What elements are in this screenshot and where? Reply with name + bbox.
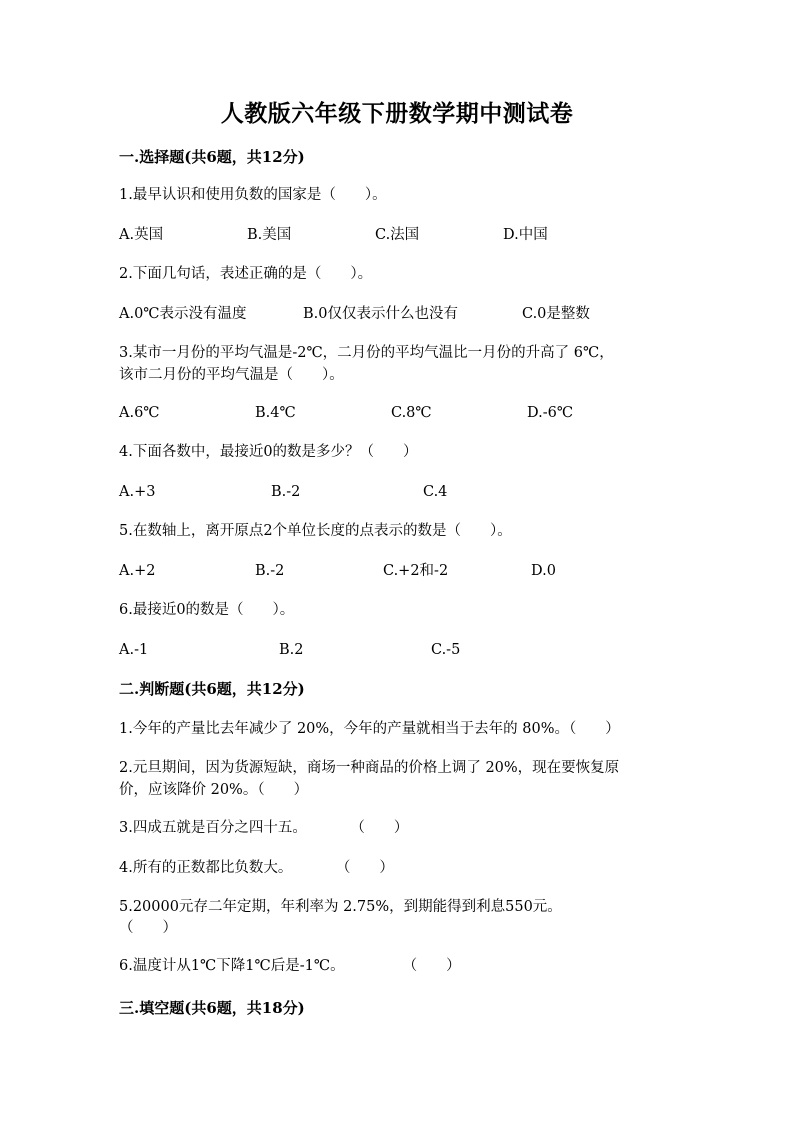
- question-text: 3.某市一月份的平均气温是-2℃，二月份的平均气温比一月份的升高了 6℃，: [119, 345, 614, 361]
- option-a: A.英国: [119, 227, 164, 243]
- question-text: 2.下面几句话，表述正确的是（ ）。: [119, 266, 373, 282]
- option-b: B.4℃: [255, 405, 296, 421]
- option-b: B.2: [279, 642, 304, 658]
- option-c: C.4: [423, 484, 448, 500]
- question-text-continued: 价，应该降价 20%。（ ）: [119, 782, 309, 798]
- option-d: D.-6℃: [527, 405, 574, 421]
- option-c: C.-5: [431, 642, 461, 658]
- option-a: A.+3: [119, 484, 156, 500]
- question-text: 5.20000元存二年定期，年利率为 2.75%，到期能得到利息550元。: [119, 899, 562, 915]
- option-a: A.6℃: [119, 405, 160, 421]
- question-text: 3.四成五就是百分之四十五。 （ ）: [119, 820, 409, 836]
- question-text: 1.今年的产量比去年减少了 20%，今年的产量就相当于去年的 80%。（ ）: [119, 721, 620, 737]
- option-b: B.0仅仅表示什么也没有: [303, 306, 458, 322]
- question-text: 4.下面各数中，最接近0的数是多少？（ ）: [119, 444, 418, 460]
- question-text: 6.最接近0的数是（ ）。: [119, 602, 295, 618]
- question-text: 2.元旦期间，因为货源短缺，商场一种商品的价格上调了 20%，现在要恢复原: [119, 760, 620, 776]
- option-c: C.8℃: [391, 405, 432, 421]
- option-a: A.+2: [119, 563, 156, 579]
- question-text: 6.温度计从1℃下降1℃后是-1℃。 （ ）: [119, 958, 461, 974]
- option-d: D.中国: [503, 227, 548, 243]
- section-heading-judgment: 二.判断题(共6题，共12分): [119, 680, 305, 698]
- option-c: C.+2和-2: [383, 563, 449, 579]
- question-text: 1.最早认识和使用负数的国家是（ ）。: [119, 187, 387, 203]
- option-b: B.-2: [271, 484, 301, 500]
- question-text-continued: 该市二月份的平均气温是（ ）。: [119, 367, 344, 383]
- option-a: A.-1: [119, 642, 149, 658]
- section-heading-choice: 一.选择题(共6题，共12分): [119, 148, 305, 166]
- option-b: B.美国: [247, 227, 292, 243]
- option-b: B.-2: [255, 563, 285, 579]
- question-text: 4.所有的正数都比负数大。 （ ）: [119, 860, 394, 876]
- section-heading-fill-blank: 三.填空题(共6题，共18分): [119, 999, 305, 1017]
- option-c: C.法国: [375, 227, 420, 243]
- question-text-continued: （ ）: [119, 920, 177, 936]
- option-c: C.0是整数: [522, 306, 590, 322]
- question-text: 5.在数轴上，离开原点2个单位长度的点表示的数是（ ）。: [119, 523, 512, 539]
- option-d: D.0: [531, 563, 556, 579]
- option-a: A.0℃表示没有温度: [119, 306, 247, 322]
- exam-title: 人教版六年级下册数学期中测试卷: [220, 100, 574, 127]
